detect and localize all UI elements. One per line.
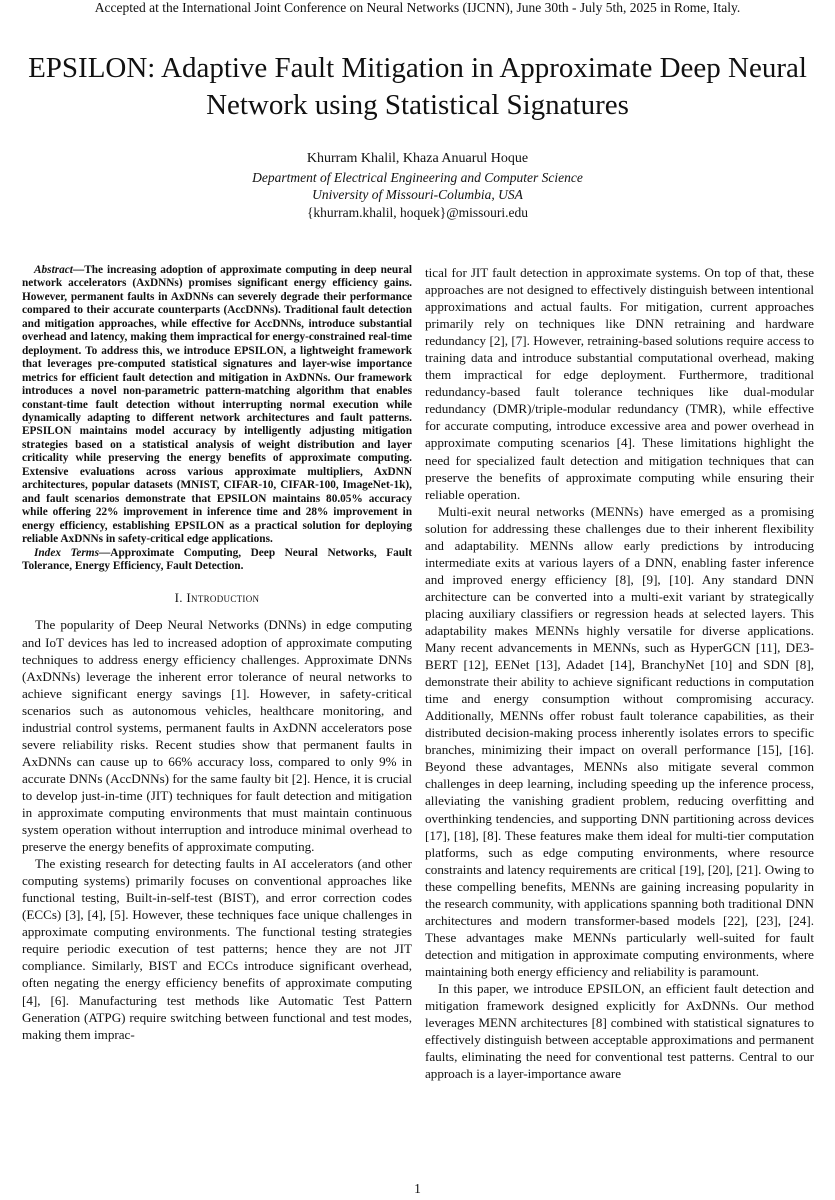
- page-number: 1: [414, 1181, 421, 1196]
- author-email: {khurram.khalil, hoquek}@missouri.edu: [306, 204, 529, 220]
- intro-paragraph-2-continued: tical for JIT fault detection in approximate systems. On top of that, these approaches are not designed to effectively distinguish between intentional approximations and actual faults. For mitigation, current approaches primarily rely on techniques like DNN retraining and hardware redundancy [2], [7]. However, retraining-based solutions require access to training data and introduce substantial computational overhead, making them impractical for edge deployment. Furthermore, traditional redundancy-based fault tolerance techniques like dual-modular redundancy (DMR)/triple-modular redundancy (TMR), while effective for accurate computing, introduce excessive area and power overhead in approximate computing scenarios [4]. These limitations highlight the need for specialized fault detection and mitigation techniques that can preserve the benefits of approximate computing while ensuring their reliable operation.: [425, 265, 814, 502]
- abstract-text: —The increasing adoption of approximate computing in deep neural network accelerators (AxDNNs) promises significant energy efficiency gains. However, permanent faults in AxDNNs can severely degrade their performance compared to their accurate counterparts (AccDNNs). Traditional fault detection and mitigation approaches, while effective for AccDNNs, introduce substantial overhead and latency, making them impractical for energy-constrained real-time deployment. To address this, we introduce EPSILON, a lightweight framework that leverages pre-computed statistical signatures and layer-wise importance metrics for efficient fault detection and mitigation in AxDNNs. Our framework introduces a novel non-parametric pattern-matching algorithm that enables constant-time fault detection without interrupting normal execution while dynamically adapting to different network architectures and fault patterns. EPSILON maintains model accuracy by intelligently adjusting mitigation strategies based on a statistical analysis of weight distribution and layer criticality while preserving the energy benefits of approximate computing. Extensive evaluations across various approximate multipliers, AxDNN architectures, popular datasets (MNIST, CIFAR-10, CIFAR-100, ImageNet-1k), and fault scenarios demonstrate that EPSILON maintains 80.05% accuracy while offering 22% improvement in inference time and 28% improvement in energy efficiency, establishing EPSILON as a practical solution for deploying reliable AxDNNs in safety-critical edge applications.: [22, 264, 412, 546]
- author-university: University of Missouri-Columbia, USA: [312, 187, 523, 202]
- section-heading-introduction: I. Introduction: [174, 590, 260, 606]
- author-department: Department of Electrical Engineering and Computer Science: [252, 169, 583, 185]
- conference-header: Accepted at the International Joint Conference on Neural Networks (IJCNN), June 30th - July 5th, 2025 in Rome, Italy.: [94, 0, 741, 15]
- index-terms: [22, 547, 412, 574]
- index-terms-label: Index Terms: [34, 546, 99, 559]
- intro-paragraph-4: In this paper, we introduce EPSILON, an efficient fault detection and mitigation framework designed explicitly for AxDNNs. Our method leverages MENN architectures [8] combined with statistical signatures to effectively distinguish between acceptable approximations and permanent faults, eliminating the need for conventional test patterns. Central to our approach is a layer-importance aware: [425, 980, 814, 1082]
- intro-paragraph-2: The existing research for detecting faults in AI accelerators (and other computing systems) primarily focuses on conventional approaches like functional testing, Built-in-self-test (BIST), and error correction codes (ECCs) [3], [4], [5]. However, these techniques face unique challenges in approximate computing environments. The functional testing strategies require periodic execution of test patterns; hence they are not JIT compliance. Similarly, BIST and ECCs introduce significant overhead, often negating the energy efficiency benefits of approximate computing [4], [6]. Manufacturing test methods like Automatic Test Pattern Generation (ATPG) require switching between functional and test modes, making them imprac-: [22, 856, 412, 1042]
- intro-paragraph-3: Multi-exit neural networks (MENNs) have emerged as a promising solution for addressing these challenges due to their inherent flexibility and adaptability. MENNs allow early predictions by introducing intermediate exits at various layers of a DNN, enabling faster inference and improved energy efficiency [8], [9], [10]. Any standard DNN architecture can be converted into a multi-exit variant by strategically placing auxiliary classifiers or regression heads at selected layers. This adaptability makes MENNs highly versatile for diverse applications. Many recent advancements in MENNs, such as HyperGCN [11], DE3-BERT [12], EENet [13], Adadet [14], BranchyNet [10] and SDN [8], demonstrate their ability to achieve significant reductions in computation time and energy consumption without compromising accuracy. Additionally, MENNs offer robust fault tolerance capabilities, as their distributed decision-making process inherently isolates errors to specific branches, minimizing their impact on overall performance [15], [16]. Beyond these advantages, MENNs also mitigate several common challenges in deep learning, including speeding up the inference process, alleviating the vanishing gradient problem, reducing overfitting and overthinking tendencies, and supporting DNN partitioning across devices [17], [18], [8]. These features make them ideal for multi-tier computation platforms, such as edge computing environments, where resource constraints and latency requirements are critical [19], [20], [21]. Owing to these compelling benefits, MENNs are gaining increasing popularity in the research community, with applications spanning both traditional DNN architectures and modern transformer-based models [22], [23], [24]. These advantages make MENNs particularly well-suited for fault detection and mitigation in approximate computing environments, where maintaining both energy efficiency and reliability is paramount.: [425, 503, 814, 979]
- intro-paragraph-1: The popularity of Deep Neural Networks (DNNs) in edge computing and IoT devices has led to increased adoption of approximate computing techniques to address energy efficiency challenges. Approximate DNNs (AxDNNs) leverage the inherent error tolerance of neural networks to achieve significant energy savings [1]. However, in safety-critical scenarios such as autonomous vehicles, healthcare monitoring, and industrial control systems, permanent faults in AxDNN accelerators pose severe reliability risks. Recent studies show that permanent faults in AxDNNs can cause up to 66% accuracy loss, compared to only 9% in accurate DNNs (AccDNNs) for the same faulty bit [2]. Hence, it is crucial to develop just-in-time (JIT) techniques for fault detection and mitigation in approximate computing environments that must maintain continuous system operation without interruption and introduce minimal overhead to preserve the energy benefits of approximate computing.: [22, 617, 412, 855]
- index-terms-text: —Approximate Computing, Deep Neural Networks, Fault Tolerance, Energy Efficiency, Fault Detection.: [22, 546, 412, 572]
- abstract-label: Abstract: [34, 264, 73, 276]
- abstract: [22, 264, 412, 547]
- paper-title: EPSILON: Adaptive Fault Mitigation in Approximate Deep Neural Network using Statistical Signatures: [28, 52, 807, 121]
- author-names: Khurram Khalil, Khaza Anuarul Hoque: [306, 151, 529, 166]
- author-block: [0, 150, 835, 221]
- right-column: [425, 264, 814, 1082]
- left-column: [22, 264, 412, 1043]
